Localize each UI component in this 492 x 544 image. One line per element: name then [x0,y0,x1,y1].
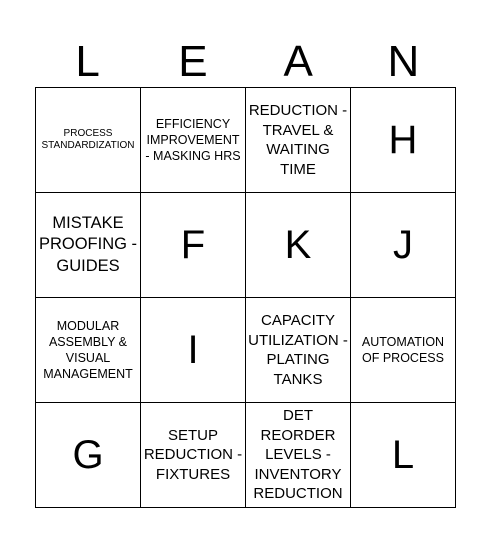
bingo-cell[interactable]: I [141,298,246,403]
bingo-cell[interactable]: EFFICIENCY IMPROVEMENT - MASKING HRS [141,88,246,193]
bingo-cell[interactable]: H [351,88,456,193]
bingo-board [35,87,456,508]
bingo-cell[interactable]: AUTOMATION OF PROCESS [351,298,456,403]
bingo-cell[interactable]: SETUP REDUCTION - FIXTURES [141,403,246,508]
bingo-cell[interactable]: K [246,193,351,298]
bingo-cell[interactable]: L [351,403,456,508]
bingo-header [35,36,456,88]
header-letter-n: N [387,37,420,86]
header-letter-a: A [283,37,313,86]
bingo-cell[interactable]: CAPACITY UTILIZATION - PLATING TANKS [246,298,351,403]
bingo-cell[interactable]: J [351,193,456,298]
bingo-cell[interactable]: PROCESS STANDARDIZATION [36,88,141,193]
bingo-cell[interactable]: DET REORDER LEVELS - INVENTORY REDUCTION [246,403,351,508]
bingo-cell[interactable]: MISTAKE PROOFING - GUIDES [36,193,141,298]
bingo-cell[interactable]: MODULAR ASSEMBLY & VISUAL MANAGEMENT [36,298,141,403]
bingo-cell[interactable]: G [36,403,141,508]
bingo-cell[interactable]: F [141,193,246,298]
header-letter-e: E [178,37,208,86]
bingo-cell[interactable]: REDUCTION - TRAVEL & WAITING TIME [246,88,351,193]
header-letter-l: L [75,37,100,86]
